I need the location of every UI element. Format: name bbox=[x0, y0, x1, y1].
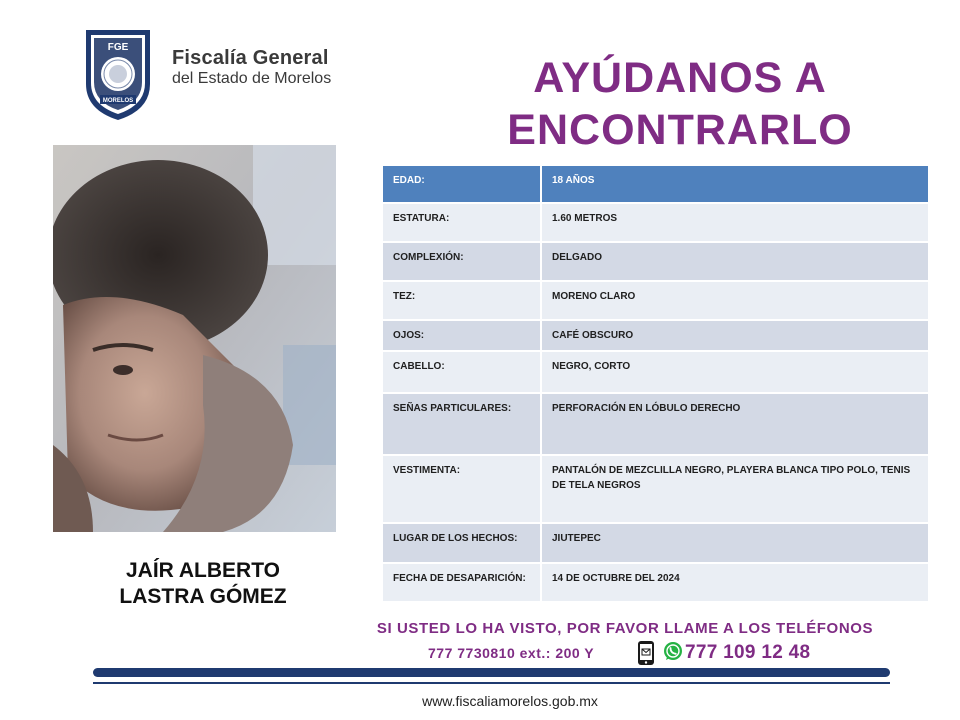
detail-value: CAFÉ OBSCURO bbox=[541, 320, 929, 351]
whatsapp-icon bbox=[663, 641, 683, 661]
mobile-phone-icon bbox=[637, 640, 655, 666]
table-row-complexion bbox=[382, 281, 929, 320]
shield-badge-icon bbox=[80, 26, 156, 122]
detail-value: 18 AÑOS bbox=[541, 165, 929, 203]
detail-label: CABELLO: bbox=[382, 351, 541, 393]
table-row-height bbox=[382, 203, 929, 242]
detail-label: VESTIMENTA: bbox=[382, 455, 541, 523]
detail-value: NEGRO, CORTO bbox=[541, 351, 929, 393]
details-table bbox=[381, 164, 930, 603]
organization-name-line1: Fiscalía General bbox=[172, 47, 329, 69]
detail-value: PERFORACIÓN EN LÓBULO DERECHO bbox=[541, 393, 929, 455]
fge-logo bbox=[80, 26, 156, 122]
detail-label: LUGAR DE LOS HECHOS: bbox=[382, 523, 541, 563]
detail-value: MORENO CLARO bbox=[541, 281, 929, 320]
table-row-build bbox=[382, 242, 929, 281]
call-to-action-text: SI USTED LO HA VISTO, POR FAVOR LLAME A LOS TELÉFONOS bbox=[376, 620, 874, 637]
organization-name-line2: del Estado de Morelos bbox=[172, 70, 332, 87]
detail-label: OJOS: bbox=[382, 320, 541, 351]
detail-value: JIUTEPEC bbox=[541, 523, 929, 563]
detail-value: DELGADO bbox=[541, 242, 929, 281]
detail-label: ESTATURA: bbox=[382, 203, 541, 242]
logo-bottom-text: MORELOS bbox=[102, 98, 134, 104]
person-name-line2: LASTRA GÓMEZ bbox=[119, 585, 287, 608]
organization-name bbox=[172, 47, 372, 89]
detail-label: TEZ: bbox=[382, 281, 541, 320]
table-row-date bbox=[382, 563, 929, 602]
detail-label: EDAD: bbox=[382, 165, 541, 203]
website-link[interactable]: www.fiscaliamorelos.gob.mx bbox=[422, 693, 598, 709]
headline bbox=[470, 52, 890, 156]
person-name bbox=[53, 558, 353, 610]
table-row-marks bbox=[382, 393, 929, 455]
phone-number-primary[interactable]: 777 7730810 ext.: 200 Y bbox=[428, 645, 595, 661]
footer-divider-thin bbox=[93, 682, 890, 684]
headline-line1: AYÚDANOS A bbox=[533, 54, 827, 102]
table-row-eyes bbox=[382, 320, 929, 351]
person-name-line1: JAÍR ALBERTO bbox=[125, 559, 280, 582]
detail-label: COMPLEXIÓN: bbox=[382, 242, 541, 281]
detail-value: 14 DE OCTUBRE DEL 2024 bbox=[541, 563, 929, 602]
headline-line2: ENCONTRARLO bbox=[507, 106, 853, 154]
detail-label: FECHA DE DESAPARICIÓN: bbox=[382, 563, 541, 602]
detail-value: PANTALÓN DE MEZCLILLA NEGRO, PLAYERA BLANCA TIPO POLO, TENIS DE TELA NEGROS bbox=[541, 455, 929, 523]
logo-top-text: FGE bbox=[107, 42, 129, 53]
table-row-location bbox=[382, 523, 929, 563]
missing-person-photo bbox=[53, 145, 336, 532]
detail-value: 1.60 METROS bbox=[541, 203, 929, 242]
phone-number-whatsapp[interactable]: 777 109 12 48 bbox=[685, 642, 811, 663]
detail-label: SEÑAS PARTICULARES: bbox=[382, 393, 541, 455]
table-row-clothing bbox=[382, 455, 929, 523]
table-row-age bbox=[382, 165, 929, 203]
footer-divider-thick bbox=[93, 668, 890, 677]
table-row-hair bbox=[382, 351, 929, 393]
